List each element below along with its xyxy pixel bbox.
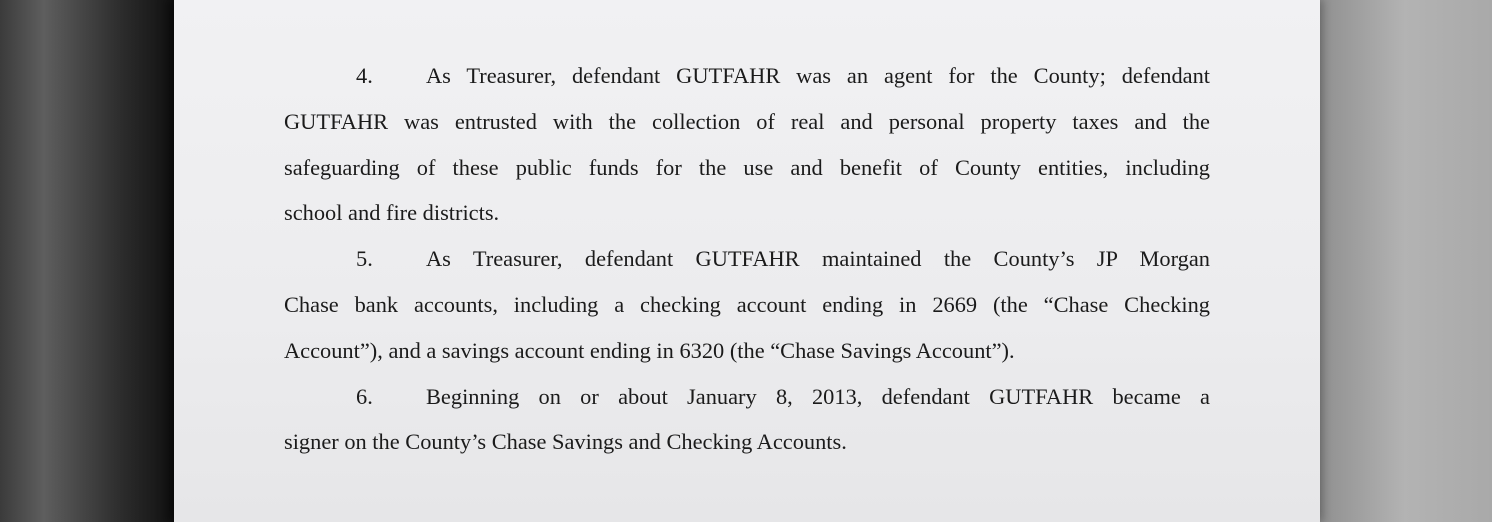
paragraph-number: 6.: [356, 383, 373, 409]
left-background-shadow: [0, 0, 176, 522]
paragraph-6: [284, 374, 1210, 466]
document-body: [284, 53, 1210, 465]
paragraph-line: As Treasurer, defendant GUTFAHR maintained the County’s JP Morgan: [426, 246, 1210, 272]
paragraph-line: safeguarding of these public funds for the use and benefit of County entities, including: [284, 154, 1210, 180]
paragraph-number: 4.: [356, 63, 373, 88]
paragraph-4: [284, 53, 1210, 236]
paragraph-number: 5.: [356, 246, 373, 272]
paragraph-line: Beginning on or about January 8, 2013, defendant GUTFAHR became a: [426, 383, 1210, 409]
paragraph-5: [284, 236, 1210, 373]
paragraph-line: Account”), and a savings account ending in 6320 (the “Chase Savings Account”).: [284, 337, 1015, 363]
right-background: [1318, 0, 1492, 522]
paragraph-line: school and fire districts.: [284, 200, 500, 226]
document-page: [174, 0, 1320, 522]
paragraph-line: GUTFAHR was entrusted with the collection of real and personal property taxes and the: [284, 108, 1210, 134]
paragraph-line: As Treasurer, defendant GUTFAHR was an agent for the County; defendant: [426, 63, 1210, 88]
paragraph-line: signer on the County’s Chase Savings and Checking Accounts.: [284, 429, 847, 455]
paragraph-line: Chase bank accounts, including a checking account ending in 2669 (the “Chase Checking: [284, 291, 1210, 317]
